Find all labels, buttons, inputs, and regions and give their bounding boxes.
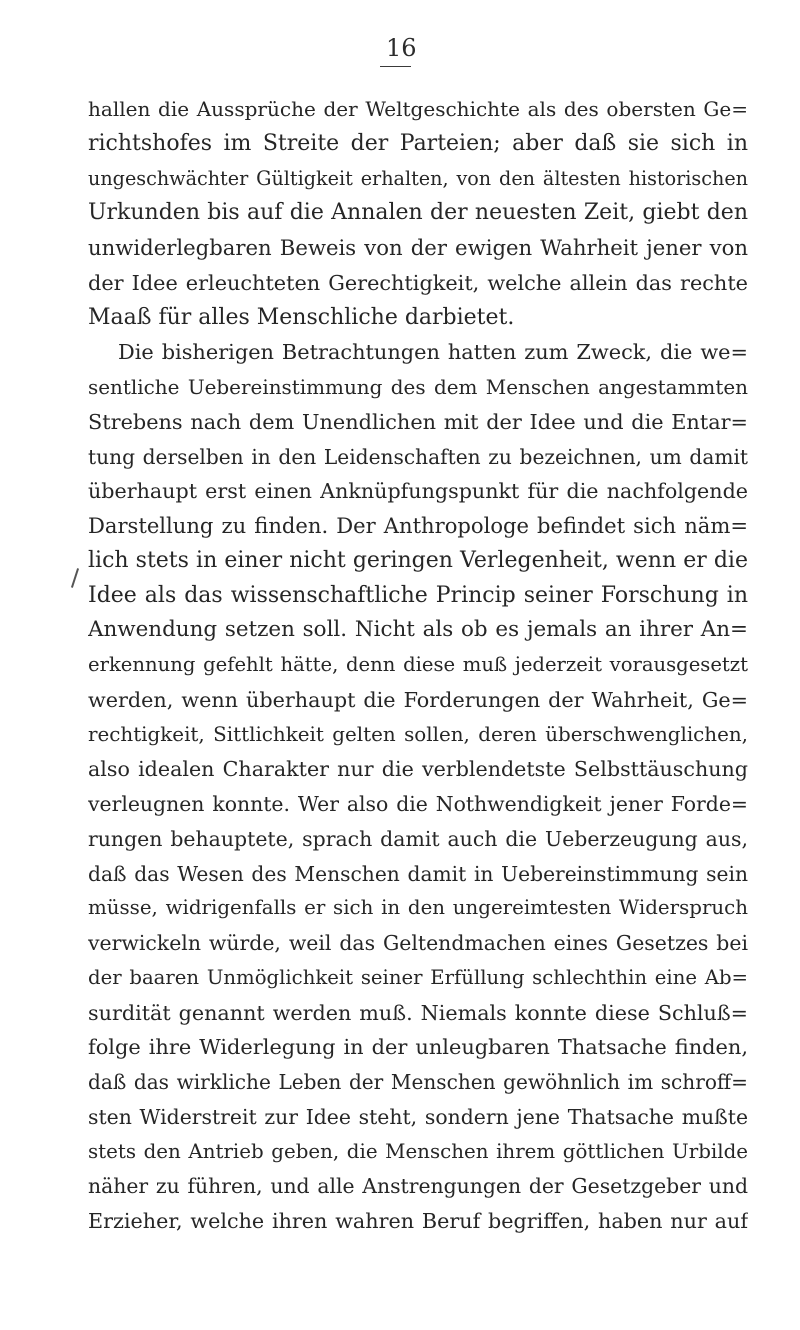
text-line: daß das wirkliche Leben der Menschen gewöhnlich im schroff= [88, 1070, 748, 1094]
text-line: tung derselben in den Leidenschaften zu bezeichnen, um damit [88, 444, 748, 469]
header-rule [380, 66, 411, 67]
text-line: Strebens nach dem Unendlichen mit der Idee und die Entar= [88, 409, 748, 434]
page-number: 16 [386, 34, 417, 62]
text-line: erkennung gefehlt hätte, denn diese muß jederzeit vorausgesetzt [88, 653, 748, 676]
text-line: stets den Antrieb geben, die Menschen ihrem göttlichen Urbilde [88, 1139, 748, 1163]
text-line: surdität genannt werden muß. Niemals konnte diese Schluß= [88, 1000, 748, 1025]
text-line: verwickeln würde, weil das Geltendmachen eines Gesetzes bei [88, 931, 748, 955]
text-line: richtshofes im Streite der Parteien; aber daß sie sich in [88, 130, 748, 156]
paragraph-start-line: Die bisherigen Betrachtungen hatten zum Zweck, die we= [118, 340, 748, 365]
text-line: Erzieher, welche ihren wahren Beruf begriffen, haben nur auf [88, 1209, 748, 1233]
text-line: Urkunden bis auf die Annalen der neuesten Zeit, giebt den [88, 200, 748, 226]
text-line: unwiderlegbaren Beweis von der ewigen Wahrheit jener von [88, 235, 748, 260]
body-text [88, 92, 748, 1239]
text-line: sentliche Uebereinstimmung des dem Menschen angestammten [88, 375, 748, 399]
margin-mark [71, 568, 79, 588]
text-line: verleugnen konnte. Wer also die Nothwendigkeit jener Forde= [88, 792, 748, 816]
text-line: Darstellung zu finden. Der Anthropologe befindet sich näm= [88, 513, 748, 538]
text-line: werden, wenn überhaupt die Forderungen der Wahrheit, Ge= [88, 687, 748, 712]
text-line: folge ihre Widerlegung in der unleugbaren Thatsache finden, [88, 1035, 748, 1060]
text-line: Idee als das wissenschaftliche Princip seiner Forschung in [88, 582, 748, 608]
text-line: also idealen Charakter nur die verblendetste Selbsttäuschung [88, 757, 748, 782]
text-line: rungen behauptete, sprach damit auch die Ueberzeugung aus, [88, 826, 748, 851]
text-line: Maaß für alles Menschliche darbietet. [88, 304, 515, 330]
text-line: müsse, widrigenfalls er sich in den ungereimtesten Widerspruch [88, 896, 748, 920]
text-line: daß das Wesen des Menschen damit in Uebereinstimmung sein [88, 861, 748, 886]
text-line: hallen die Aussprüche der Weltgeschichte als des obersten Ge= [88, 97, 748, 121]
text-line: sten Widerstreit zur Idee steht, sondern jene Thatsache mußte [88, 1104, 748, 1129]
text-line: der Idee erleuchteten Gerechtigkeit, welche allein das rechte [88, 270, 748, 295]
text-line: näher zu führen, und alle Anstrengungen der Gesetzgeber und [88, 1174, 748, 1199]
text-line: rechtigkeit, Sittlichkeit gelten sollen, deren überschwenglichen, [88, 722, 748, 746]
text-line: lich stets in einer nicht geringen Verlegenheit, wenn er die [88, 547, 748, 573]
text-line: Anwendung setzen soll. Nicht als ob es jemals an ihrer An= [88, 617, 748, 643]
text-line: der baaren Unmöglichkeit seiner Erfüllung schlechthin eine Ab= [88, 965, 748, 989]
text-line: ungeschwächter Gültigkeit erhalten, von den ältesten historischen [88, 166, 748, 190]
text-line: überhaupt erst einen Anknüpfungspunkt für die nachfolgende [88, 479, 748, 504]
